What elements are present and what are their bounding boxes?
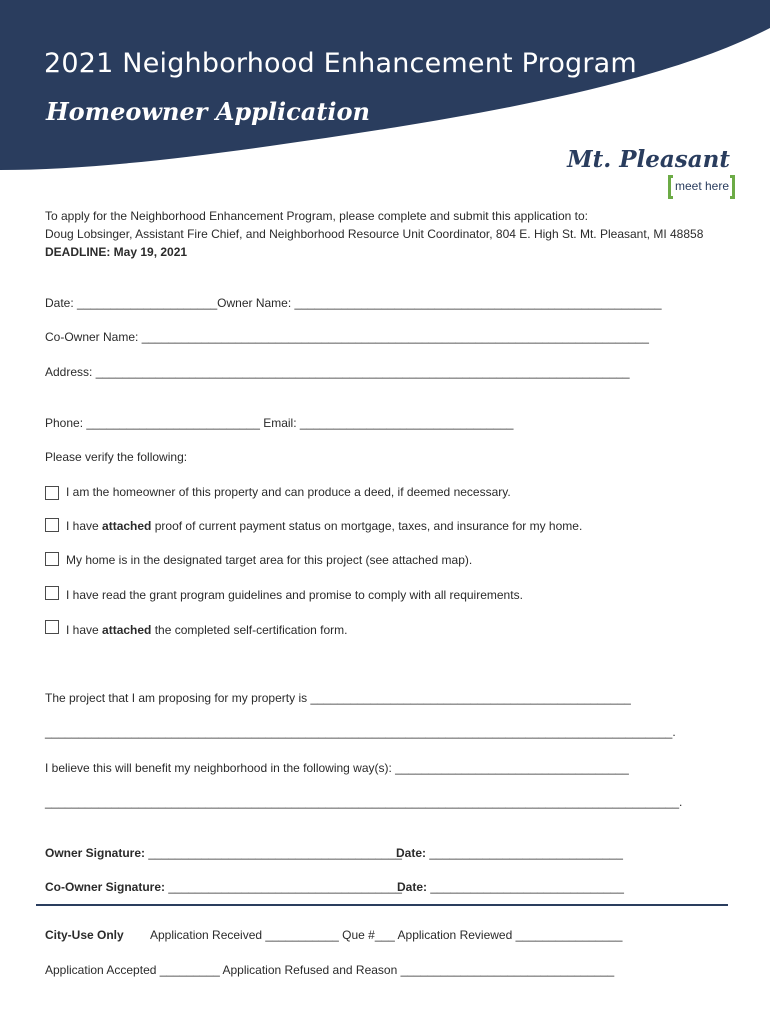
phone-email-field[interactable]: Phone: __________________________ Email: ________________________________	[45, 416, 514, 430]
verify-checkbox-homeowner[interactable]	[45, 486, 59, 500]
city-use-row-2[interactable]: Application Accepted _________ Application Refused and Reason ________________________________	[45, 963, 615, 977]
verify-heading: Please verify the following:	[45, 450, 188, 464]
benefit-field[interactable]: I believe this will benefit my neighborhood in the following way(s): ___________________________________	[45, 761, 629, 775]
logo-tagline: meet here	[675, 179, 730, 193]
deadline: DEADLINE: May 19, 2021	[45, 245, 188, 259]
benefit-continued[interactable]: _______________________________________________________________________________________________.	[45, 795, 683, 809]
coowner-signature-field[interactable]: Co-Owner Signature: ___________________________________	[45, 880, 402, 894]
owner-signature-field[interactable]: Owner Signature: ______________________________________	[45, 846, 402, 860]
owner-date-field[interactable]: Date: _____________________________	[396, 846, 623, 860]
verify-item-homeowner: I am the homeowner of this property and can produce a deed, if deemed necessary.	[66, 485, 511, 499]
project-proposal-continued[interactable]: ______________________________________________________________________________________________.	[45, 725, 676, 739]
verify-checkbox-guidelines[interactable]	[45, 586, 59, 600]
verify-item-payment-proof: I have attached proof of current payment status on mortgage, taxes, and insurance for my home.	[66, 519, 583, 533]
verify-checkbox-self-certification[interactable]	[45, 620, 59, 634]
verify-item-guidelines: I have read the grant program guidelines and promise to comply with all requirements.	[66, 588, 523, 602]
address-field[interactable]: Address: ________________________________________________________________________________	[45, 365, 630, 379]
verify-item-self-certification: I have attached the completed self-certification form.	[66, 623, 348, 637]
divider	[36, 904, 728, 906]
co-owner-field[interactable]: Co-Owner Name: ____________________________________________________________________________	[45, 330, 649, 344]
logo-bracket-right-icon	[730, 175, 735, 199]
verify-item-target-area: My home is in the designated target area for this project (see attached map).	[66, 553, 473, 567]
date-owner-field[interactable]: Date: _____________________Owner Name: _______________________________________________________	[45, 296, 662, 310]
logo-name: Mt. Pleasant	[567, 146, 730, 173]
page-subtitle: Homeowner Application	[46, 97, 370, 126]
verify-checkbox-target-area[interactable]	[45, 552, 59, 566]
city-use-row-1[interactable]: Application Received ___________ Que #___ Application Reviewed ________________	[150, 928, 623, 942]
project-proposal-field[interactable]: The project that I am proposing for my property is ________________________________________________	[45, 691, 631, 705]
city-use-label: City-Use Only	[45, 928, 124, 942]
mt-pleasant-logo	[567, 144, 740, 206]
coowner-date-field[interactable]: Date: _____________________________	[397, 880, 624, 894]
logo-bracket-left-icon	[668, 175, 673, 199]
verify-checkbox-payment-proof[interactable]	[45, 518, 59, 532]
intro-line-1: To apply for the Neighborhood Enhancement Program, please complete and submit this application to:	[45, 209, 588, 223]
page-title: 2021 Neighborhood Enhancement Program	[44, 48, 637, 79]
intro-line-2: Doug Lobsinger, Assistant Fire Chief, and Neighborhood Resource Unit Coordinator, 804 E. High St. Mt. Pleasant, MI 48858	[45, 227, 704, 241]
